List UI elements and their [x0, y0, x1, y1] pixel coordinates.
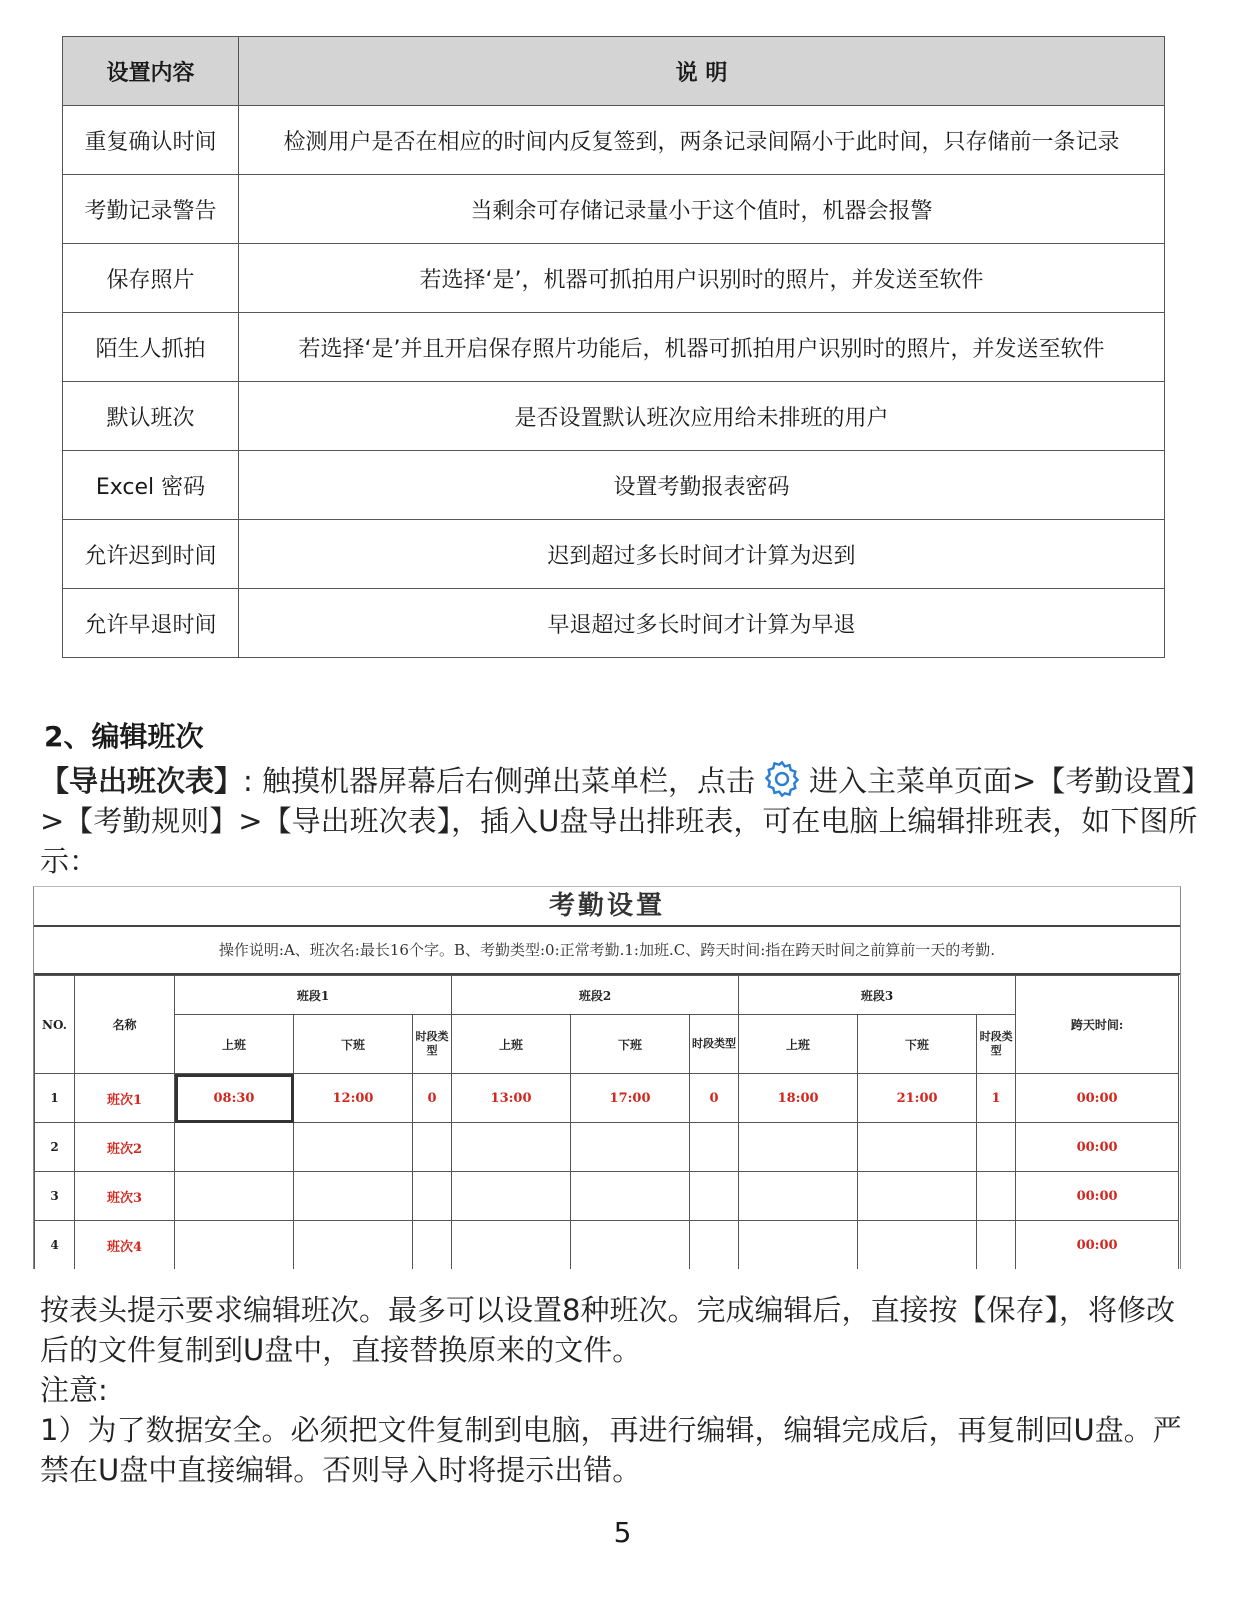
- intro-paragraph: [40, 758, 1200, 881]
- attendance-spreadsheet: [33, 886, 1181, 1269]
- cell-s2-type[interactable]: 0: [690, 1074, 739, 1123]
- cell-empty[interactable]: [977, 1221, 1016, 1270]
- setting-name: 默认班次: [63, 382, 239, 451]
- cell-empty[interactable]: [452, 1172, 571, 1221]
- shift-name[interactable]: 班次1: [75, 1074, 175, 1123]
- row-no: 2: [35, 1123, 75, 1172]
- intro-text-b: 进入主菜单页面>【考勤设置】>【考勤规则】>【导出班次表】，插入U盘导出排班表，可在电脑上编辑排班表，如下图所示：: [40, 764, 1198, 878]
- cell-empty[interactable]: [739, 1123, 858, 1172]
- cell-s2-on[interactable]: 13:00: [452, 1074, 571, 1123]
- cell-s1-off[interactable]: 12:00: [294, 1074, 413, 1123]
- row-no: 1: [35, 1074, 75, 1123]
- setting-desc: 若选择‘是’，机器可抓拍用户识别时的照片，并发送至软件: [239, 244, 1165, 313]
- segment-1: 班段1: [175, 976, 452, 1015]
- setting-name: 陌生人抓拍: [63, 313, 239, 382]
- cell-empty[interactable]: [571, 1123, 690, 1172]
- cell-s3-off[interactable]: 21:00: [858, 1074, 977, 1123]
- sub-off: 下班: [571, 1015, 690, 1074]
- cell-s3-type[interactable]: 1: [977, 1074, 1016, 1123]
- cell-empty[interactable]: [452, 1123, 571, 1172]
- sheet-note: 操作说明:A、班次名:最长16个字。B、考勤类型:0:正常考勤.1:加班.C、跨天时间:指在跨天时间之前算前一天的考勤.: [34, 927, 1180, 975]
- cell-empty[interactable]: [858, 1172, 977, 1221]
- note-paragraph: 1）为了数据安全。必须把文件复制到电脑，再进行编辑，编辑完成后，再复制回U盘。严禁在U盘中直接编辑。否则导入时将提示出错。: [40, 1413, 1182, 1487]
- table-header-row: [63, 37, 1165, 106]
- shift-name[interactable]: 班次3: [75, 1172, 175, 1221]
- table-row: [35, 1123, 1179, 1172]
- cell-empty[interactable]: [571, 1172, 690, 1221]
- cell-s3-on[interactable]: 18:00: [739, 1074, 858, 1123]
- setting-desc: 若选择‘是’并且开启保存照片功能后，机器可抓拍用户识别时的照片，并发送至软件: [239, 313, 1165, 382]
- instruction-paragraph: 按表头提示要求编辑班次。最多可以设置8种班次。完成编辑后，直接按【保存】，将修改后的文件复制到U盘中，直接替换原来的文件。: [40, 1293, 1175, 1367]
- col-no: NO.: [35, 976, 75, 1074]
- setting-name: 重复确认时间: [63, 106, 239, 175]
- cell-s2-off[interactable]: 17:00: [571, 1074, 690, 1123]
- table-row: [35, 1074, 1179, 1123]
- sub-on: 上班: [452, 1015, 571, 1074]
- sub-type: 时段类型: [977, 1015, 1016, 1074]
- cell-empty[interactable]: [413, 1123, 452, 1172]
- table-row: [63, 589, 1165, 658]
- table-row: [35, 1221, 1179, 1270]
- sub-type: 时段类型: [690, 1015, 739, 1074]
- cell-empty[interactable]: [413, 1221, 452, 1270]
- cell-cross[interactable]: 00:00: [1016, 1074, 1179, 1123]
- grid-header-row: [35, 976, 1179, 1015]
- grid-subheader-row: [35, 1015, 1179, 1074]
- segment-2: 班段2: [452, 976, 739, 1015]
- sub-off: 下班: [858, 1015, 977, 1074]
- cell-empty[interactable]: [858, 1221, 977, 1270]
- cell-empty[interactable]: [175, 1172, 294, 1221]
- table-row: [63, 106, 1165, 175]
- setting-desc: 是否设置默认班次应用给未排班的用户: [239, 382, 1165, 451]
- cell-empty[interactable]: [294, 1172, 413, 1221]
- cell-empty[interactable]: [690, 1221, 739, 1270]
- setting-desc: 设置考勤报表密码: [239, 451, 1165, 520]
- intro-text-a: : 触摸机器屏幕后右侧弹出菜单栏，点击: [243, 764, 756, 798]
- note-label: 注意:: [40, 1373, 108, 1407]
- header-description: 说 明: [239, 37, 1165, 106]
- sub-on: 上班: [739, 1015, 858, 1074]
- cell-empty[interactable]: [690, 1172, 739, 1221]
- setting-desc: 检测用户是否在相应的时间内反复签到，两条记录间隔小于此时间，只存储前一条记录: [239, 106, 1165, 175]
- cell-empty[interactable]: [739, 1172, 858, 1221]
- setting-name: Excel 密码: [63, 451, 239, 520]
- cell-empty[interactable]: [294, 1221, 413, 1270]
- page-number: 5: [613, 1516, 632, 1549]
- cell-empty[interactable]: [294, 1123, 413, 1172]
- section-title: 2、编辑班次: [44, 720, 204, 753]
- row-no: 3: [35, 1172, 75, 1221]
- cell-empty[interactable]: [413, 1172, 452, 1221]
- setting-name: 允许迟到时间: [63, 520, 239, 589]
- setting-desc: 当剩余可存储记录量小于这个值时，机器会报警: [239, 175, 1165, 244]
- setting-name: 允许早退时间: [63, 589, 239, 658]
- cell-empty[interactable]: [175, 1221, 294, 1270]
- sub-off: 下班: [294, 1015, 413, 1074]
- sub-on: 上班: [175, 1015, 294, 1074]
- cell-empty[interactable]: [739, 1221, 858, 1270]
- table-row: [63, 451, 1165, 520]
- setting-desc: 早退超过多长时间才计算为早退: [239, 589, 1165, 658]
- shift-name[interactable]: 班次2: [75, 1123, 175, 1172]
- table-row: [63, 520, 1165, 589]
- col-name: 名称: [75, 976, 175, 1074]
- cell-cross[interactable]: 00:00: [1016, 1221, 1179, 1270]
- shift-grid: [34, 975, 1179, 1269]
- gear-icon: [761, 758, 803, 800]
- sub-type: 时段类型: [413, 1015, 452, 1074]
- row-no: 4: [35, 1221, 75, 1270]
- cell-empty[interactable]: [175, 1123, 294, 1172]
- cell-empty[interactable]: [690, 1123, 739, 1172]
- table-row: [63, 313, 1165, 382]
- table-row: [35, 1172, 1179, 1221]
- segment-3: 班段3: [739, 976, 1016, 1015]
- settings-table: [62, 36, 1165, 658]
- sheet-title: 考勤设置: [34, 887, 1180, 927]
- cell-empty[interactable]: [571, 1221, 690, 1270]
- cell-empty[interactable]: [858, 1123, 977, 1172]
- shift-name[interactable]: 班次4: [75, 1221, 175, 1270]
- table-row: [63, 175, 1165, 244]
- setting-name: 保存照片: [63, 244, 239, 313]
- table-row: [63, 382, 1165, 451]
- cell-empty[interactable]: [452, 1221, 571, 1270]
- setting-name: 考勤记录警告: [63, 175, 239, 244]
- intro-bold-label: 【导出班次表】: [40, 764, 244, 798]
- cell-cross[interactable]: 00:00: [1016, 1123, 1179, 1172]
- cell-s1-type[interactable]: 0: [413, 1074, 452, 1123]
- table-row: [63, 244, 1165, 313]
- header-setting: 设置内容: [63, 37, 239, 106]
- cell-empty[interactable]: [977, 1123, 1016, 1172]
- col-cross-day: 跨天时间:: [1016, 976, 1179, 1074]
- cell-s1-on[interactable]: 08:30: [175, 1074, 294, 1123]
- cell-cross[interactable]: 00:00: [1016, 1172, 1179, 1221]
- setting-desc: 迟到超过多长时间才计算为迟到: [239, 520, 1165, 589]
- cell-empty[interactable]: [977, 1172, 1016, 1221]
